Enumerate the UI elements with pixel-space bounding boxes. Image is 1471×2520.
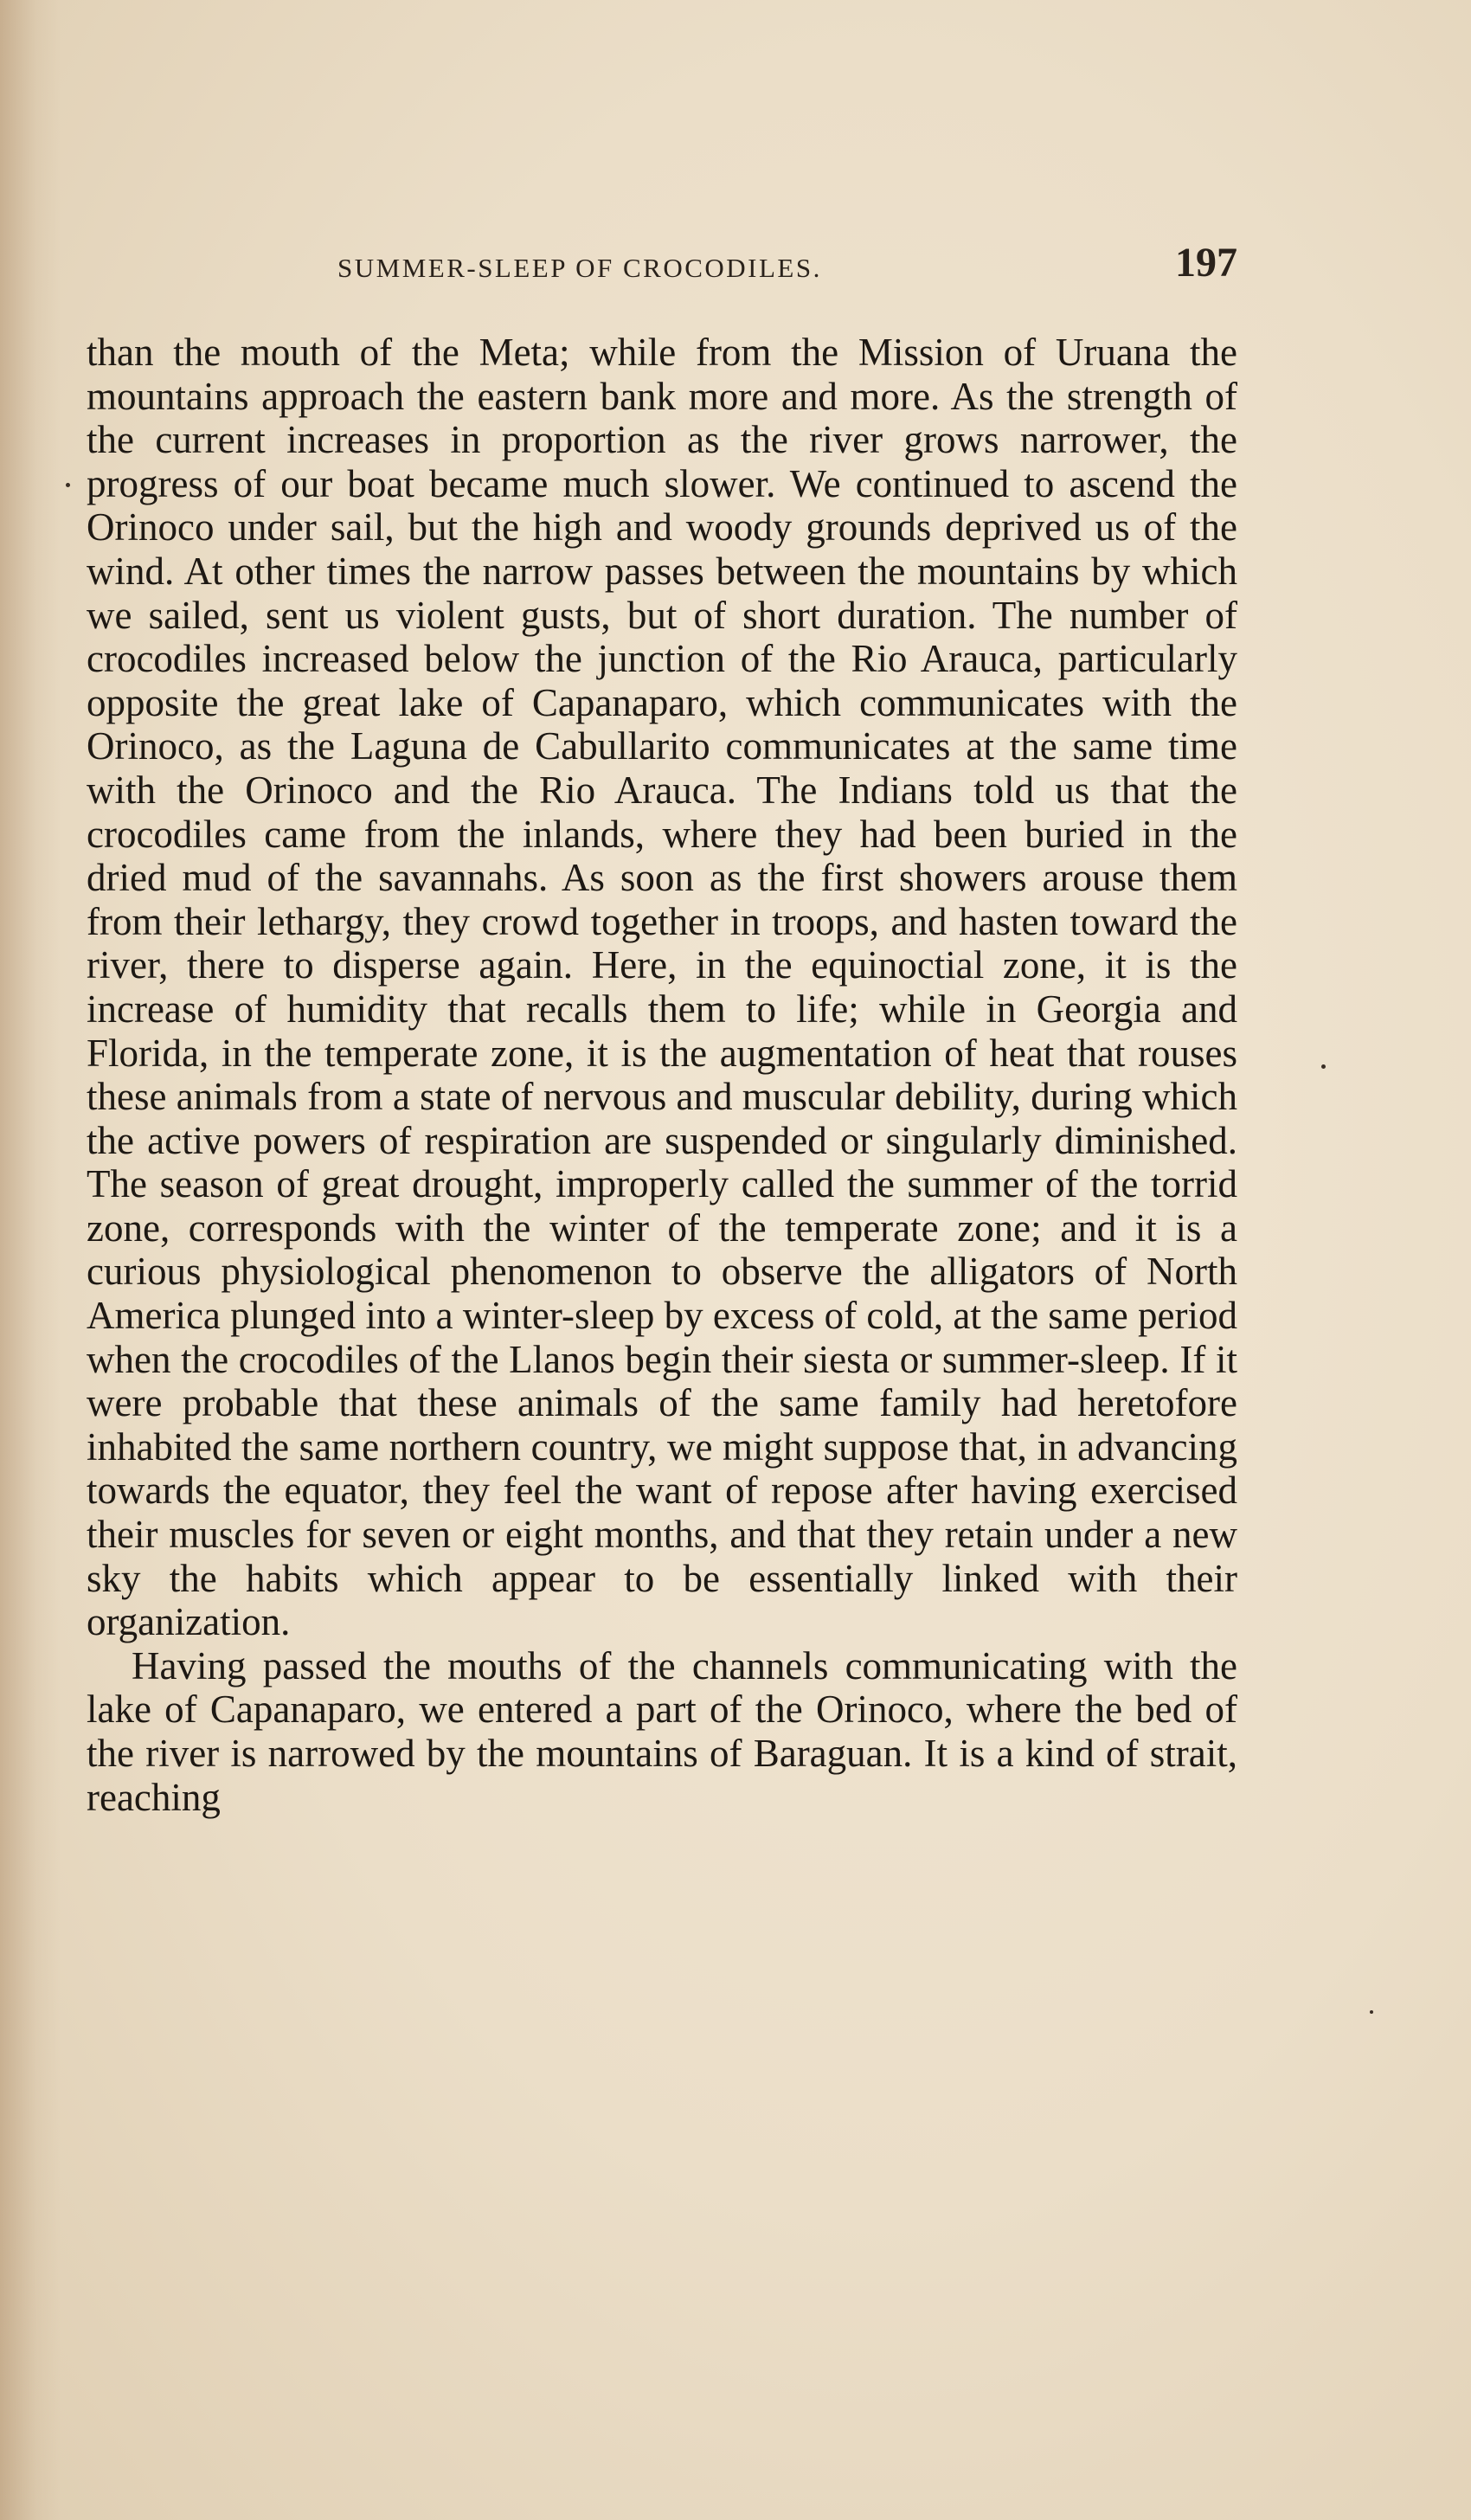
body-text <box>87 331 1237 1819</box>
running-title: SUMMER-SLEEP OF CROCODILES. <box>337 253 822 283</box>
paper-speck <box>66 483 70 487</box>
paper-speck <box>1321 1064 1326 1069</box>
paragraph-new: Having passed the mouths of the channels communicating with the lake of Capanaparo, we entered a part of the Orinoco, where the bed of the river is narrowed by the mountains of Baraguan. It is a kind of strait, reaching <box>87 1643 1237 1819</box>
running-head <box>337 235 1237 305</box>
paragraph-continued: than the mouth of the Meta; while from the Mission of Uruana the mountains approach the eastern bank more and more. As the strength of the current increases in proportion as the river grows narrower, the progress of our boat became much slower. We continued to ascend the Orinoco under sail, but the high and woody grounds deprived us of the wind. At other times the narrow passes between the mountains by which we sailed, sent us violent gusts, but of short duration. The number of crocodiles increased below the junction of the Rio Arauca, particularly opposite the great lake of Capanaparo, which communicates with the Orinoco, as the Laguna de Cabullarito communicates at the same time with the Orinoco and the Rio Arauca. The Indians told us that the crocodiles came from the inlands, where they had been buried in the dried mud of the savannahs. As soon as the first showers arouse them from their lethargy, they crowd together in troops, and hasten toward the river, there to disperse again. Here, in the equinoctial zone, it is the increase of humidity that recalls them to life; while in Georgia and Florida, in the temperate zone, it is the augmentation of heat that rouses these animals from a state of nervous and muscular debility, during which the active powers of respiration are suspended or singularly diminished. The season of great drought, improperly called the summer of the torrid zone, corresponds with the winter of the temperate zone; and it is a curious physiological phenomenon to observe the alligators of North America plunged into a winter-sleep by excess of cold, at the same period when the crocodiles of the Llanos begin their siesta or summer-sleep. If it were probable that these animals of the same family had heretofore inhabited the same northern country, we might suppose that, in advancing towards the equator, they feel the want of repose after having exercised their muscles for seven or eight months, and that they retain under a new sky the habits which appear to be essentially linked with their organization. <box>87 331 1237 1644</box>
paper-speck <box>1370 2010 1373 2014</box>
binding-gutter-shadow <box>0 0 61 2520</box>
page-number: 197 <box>1175 240 1237 286</box>
